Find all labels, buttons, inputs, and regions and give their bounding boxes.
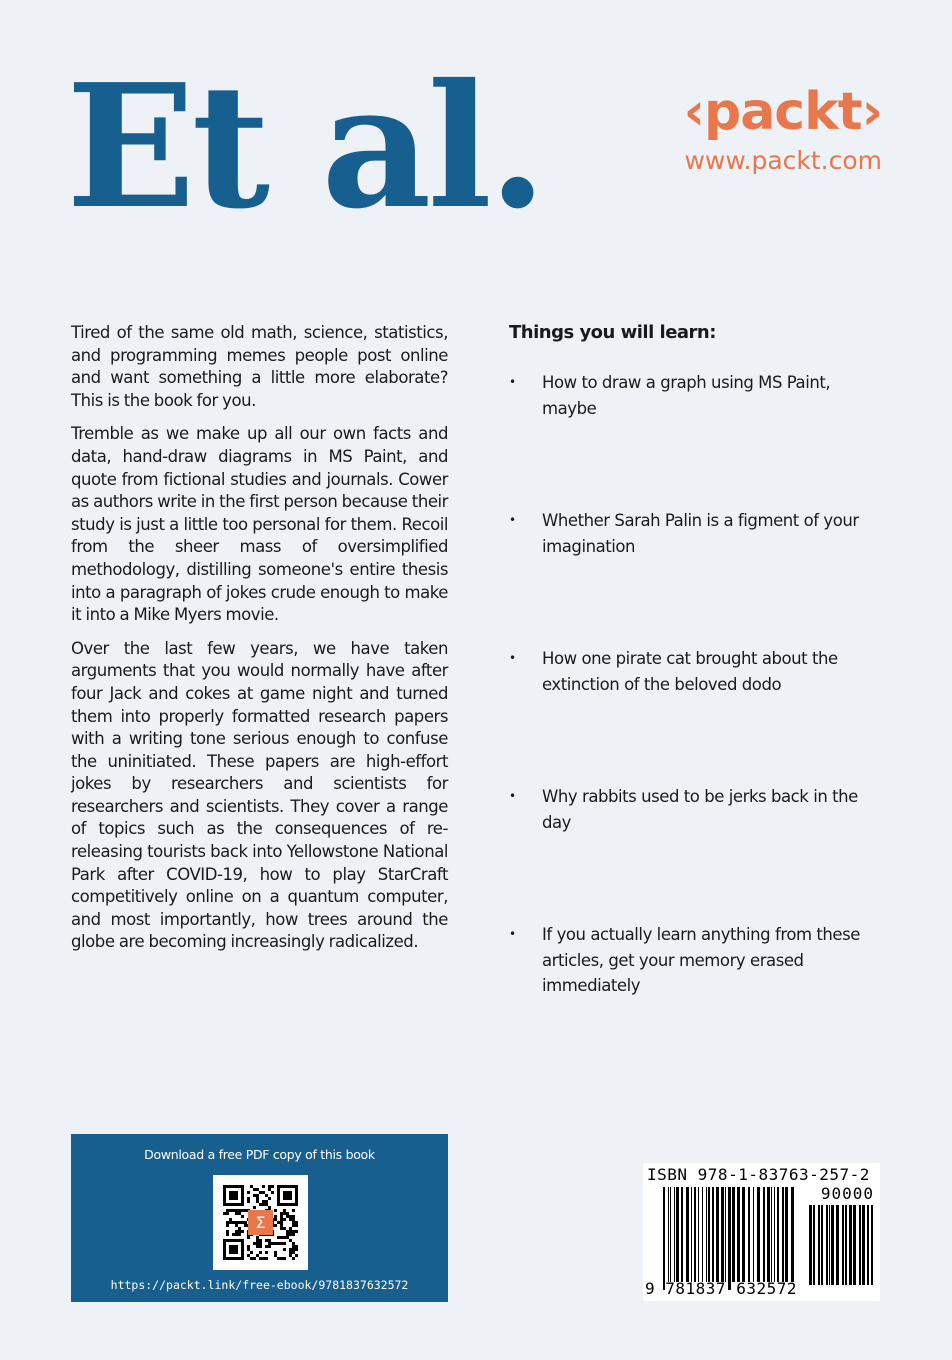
price-addon: 90000	[820, 1184, 874, 1203]
description-paragraph: Over the last few years, we have taken arguments that you would normally have after four Jack and cokes at game night and turned them into properly formatted research papers with a writing tone serious enough to confuse the uninitiated. These papers are high-effort jokes by researchers and scientists for researchers and scientists. They cover a range of topics such as the consequences of re-releasing tourists back into Yellowstone National Park after COVID-19, how to play StarCraft competitively online on a quantum computer, and most importantly, how trees around the globe are becoming increasingly radicalized.	[71, 638, 448, 952]
learn-item	[509, 508, 869, 559]
barcode-bar	[716, 1187, 719, 1282]
learn-list	[509, 370, 869, 999]
barcode-bar	[676, 1187, 679, 1282]
learn-item-text: Whether Sarah Palin is a figment of your imagination	[542, 511, 859, 556]
learn-item-text: If you actually learn anything from these articles, get your memory erased immediately	[542, 925, 860, 995]
learn-item	[509, 784, 869, 835]
qr-code-icon	[213, 1175, 308, 1270]
addon-bar	[831, 1205, 834, 1285]
packt-logo: ‹packt›	[683, 82, 882, 142]
barcode-bar	[691, 1187, 692, 1282]
sigma-badge-icon: Σ	[255, 1213, 266, 1232]
addon-bar	[853, 1205, 856, 1285]
barcode-bar	[702, 1187, 703, 1282]
barcode-bar	[767, 1187, 770, 1282]
barcode-bar	[670, 1187, 671, 1282]
learn-item-text: How to draw a graph using MS Paint, maybe	[542, 373, 831, 418]
barcode-bar	[753, 1187, 754, 1282]
learn-item	[509, 370, 869, 421]
ean-digits: 9 781837 632572	[645, 1279, 797, 1298]
addon-bar	[862, 1205, 865, 1285]
bullet-icon: •	[509, 789, 516, 803]
barcode-bar	[694, 1187, 696, 1282]
addon-bar	[842, 1205, 844, 1285]
barcode-bar	[771, 1187, 772, 1282]
addon-bar	[836, 1205, 839, 1285]
learn-item-text: How one pirate cat brought about the extinction of the beloved dodo	[542, 649, 838, 694]
description-paragraph: Tired of the same old math, science, statistics, and programming memes people post online and want something a little more elaborate? This is the book for you.	[71, 323, 448, 410]
book-title: Et al.	[66, 47, 544, 247]
bullet-icon: •	[509, 927, 516, 941]
addon-bar	[845, 1205, 847, 1285]
barcode-bar	[791, 1187, 794, 1282]
learn-item-text: Why rabbits used to be jerks back in the day	[542, 787, 858, 832]
barcode-bar	[708, 1187, 710, 1282]
addon-bar	[849, 1205, 852, 1285]
book-description	[71, 322, 448, 965]
barcode-bar	[748, 1187, 750, 1282]
addon-bar	[813, 1205, 815, 1285]
bullet-icon: •	[509, 375, 516, 389]
barcode-bar	[681, 1187, 683, 1282]
barcode-bar	[763, 1187, 765, 1282]
addon-bar	[818, 1205, 820, 1285]
barcode-bar	[698, 1187, 699, 1282]
barcode-bar	[725, 1187, 726, 1282]
isbn-label: ISBN 978-1-83763-257-2	[647, 1165, 870, 1184]
barcode-bar	[668, 1187, 669, 1282]
addon-bar	[821, 1205, 823, 1285]
promo-url[interactable]: https://packt.link/free-ebook/9781837632572	[110, 1278, 409, 1292]
learn-item	[509, 922, 869, 999]
learning-outcomes	[509, 322, 869, 999]
barcode-bar	[663, 1187, 665, 1290]
barcode-bar	[721, 1187, 724, 1282]
bullet-icon: •	[509, 513, 516, 527]
isbn-barcode	[643, 1163, 880, 1301]
barcode-bar	[686, 1187, 689, 1282]
publisher-brand	[683, 82, 882, 175]
barcode-bar	[712, 1187, 714, 1282]
barcode-bar	[742, 1187, 745, 1282]
barcode-bar	[785, 1187, 788, 1282]
learn-heading: Things you will learn:	[509, 322, 716, 343]
addon-bar	[867, 1205, 869, 1285]
publisher-url[interactable]: www.packt.com	[684, 146, 882, 175]
free-pdf-promo	[71, 1134, 448, 1302]
barcode-bar	[728, 1187, 731, 1290]
addon-bar	[871, 1205, 873, 1285]
addon-bar	[859, 1205, 861, 1285]
addon-bar	[809, 1205, 812, 1285]
barcode-bar	[706, 1187, 707, 1282]
qr-code[interactable]	[213, 1175, 308, 1270]
promo-title: Download a free PDF copy of this book	[144, 1147, 375, 1162]
barcode-bar	[777, 1187, 779, 1282]
barcode-bar	[732, 1187, 735, 1282]
barcode-bar	[674, 1187, 675, 1282]
barcode-bar	[737, 1187, 740, 1282]
bullet-icon: •	[509, 651, 516, 665]
addon-bar	[826, 1205, 828, 1285]
barcode-bar	[774, 1187, 775, 1282]
barcode-bar	[782, 1187, 784, 1282]
addon-bar	[829, 1205, 830, 1285]
learn-item	[509, 646, 869, 697]
description-paragraph: Tremble as we make up all our own facts and data, hand-draw diagrams in MS Paint, and quote from fictional studies and journals. Cower as authors write in the first person because their study is just a little too personal for them. Recoil from the sheer mass of oversimplified methodology, distilling someone's entire thesis into a paragraph of jokes crude enough to make it into a Mike Myers movie.	[71, 424, 449, 625]
barcode-bar	[757, 1187, 760, 1282]
